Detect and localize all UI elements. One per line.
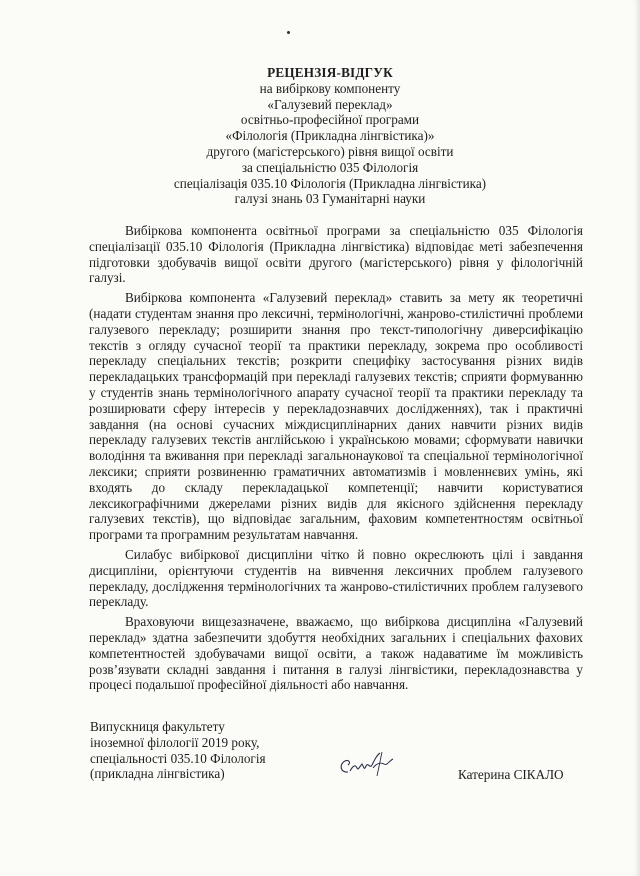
author-line: спеціальності 035.10 Філологія [90, 750, 266, 766]
header-line: галузі знань 03 Гуманітарні науки [234, 191, 426, 207]
body-paragraph: Силабус вибіркової дисципліни чітко й повно окреслюють цілі і завдання дисципліни, орієнтуючи студентів на вивчення лексичних проблем галузевого перекладу, дослідження термінологічних та жанрово-стилістичних проблем галузевого перекладу. [89, 546, 583, 610]
author-line: іноземної філології 2019 року, [90, 734, 260, 750]
header-line: «Філологія (Прикладна лінгвістика)» [225, 128, 435, 144]
document-header [80, 65, 580, 207]
scan-mark [286, 30, 290, 34]
author-block [90, 719, 266, 782]
handwritten-signature [335, 747, 403, 781]
header-line: освітньо-професійної програми [240, 112, 420, 128]
body-paragraph: Вибіркова компонента «Галузевий переклад» ставить за мету як теоретичні (надати студентам знання про лексичні, термінологічні, жанрово-стилістичні проблеми галузевого перекладу; розширити знання про текст-типологічну диверсифікацію текстів з огляду сучасної теорії та практики перекладу, зокрема про особливості перекладу спеціальних текстів; розкрити специфіку застосування різних видів перекладацьких трансформацій при перекладі галузевих текстів; сприяти формуванню у студентів знань термінологічного апарату сучасної теорії та практики перекладу та розширювати сферу інтересів у перекладознавчих дослідженнях), так і практичні завдання (на основі сучасних міждисциплінарних даних навчити різних видів перекладу галузевих текстів англійською і українською мовами; сформувати навички володіння та вживання при перекладі загальнонаукової та спеціальної термінологічної лексики; сприяти розвиненню граматичних автоматизмів і мовленнєвих умінь, які входять до складу перекладацької компетенції; навчити користуватися лексикографічними джерелами різних видів для якісного здійснення перекладу галузевих текстів), що відповідає загальним, фаховим компетентностям освітньої програми та програмним результатам навчання. [89, 290, 583, 543]
document-body [89, 223, 583, 697]
header-line: за спеціальністю 035 Філологія [241, 159, 419, 175]
header-line: другого (магістерського) рівня вищої освіти [206, 143, 454, 159]
author-line: Випускниця факультету [90, 719, 225, 734]
body-paragraph: Враховуючи вищезазначене, вважаємо, що вибіркова дисципліна «Галузевий переклад» здатна забезпечити здобуття необхідних загальних і спеціальних фахових компетентностей здобувачами вищої освіти, а також надаватиме їм можливість розв’язувати складні завдання і питання в галузі лінгвістики, перекладознавства у процесі подальшої професійної діяльності або навчання. [89, 614, 583, 693]
header-line: «Галузевий переклад» [267, 96, 393, 112]
author-name: Катерина СІКАЛО [458, 767, 564, 782]
header-line: спеціалізація 035.10 Філологія (Прикладна лінгвістика) [173, 175, 487, 191]
header-line: на вибіркову компоненту [259, 80, 401, 96]
body-paragraph: Вибіркова компонента освітньої програми за спеціальністю 035 Філологія спеціалізації 035.10 Філологія (Прикладна лінгвістика) відповідає меті забезпечення підготовки здобувачів вищої освіти другого (магістерського) рівня у філологічній галузі. [89, 223, 583, 286]
document-title: РЕЦЕНЗІЯ-ВІДГУК [267, 65, 393, 80]
author-line: (прикладна лінгвістика) [90, 766, 225, 782]
